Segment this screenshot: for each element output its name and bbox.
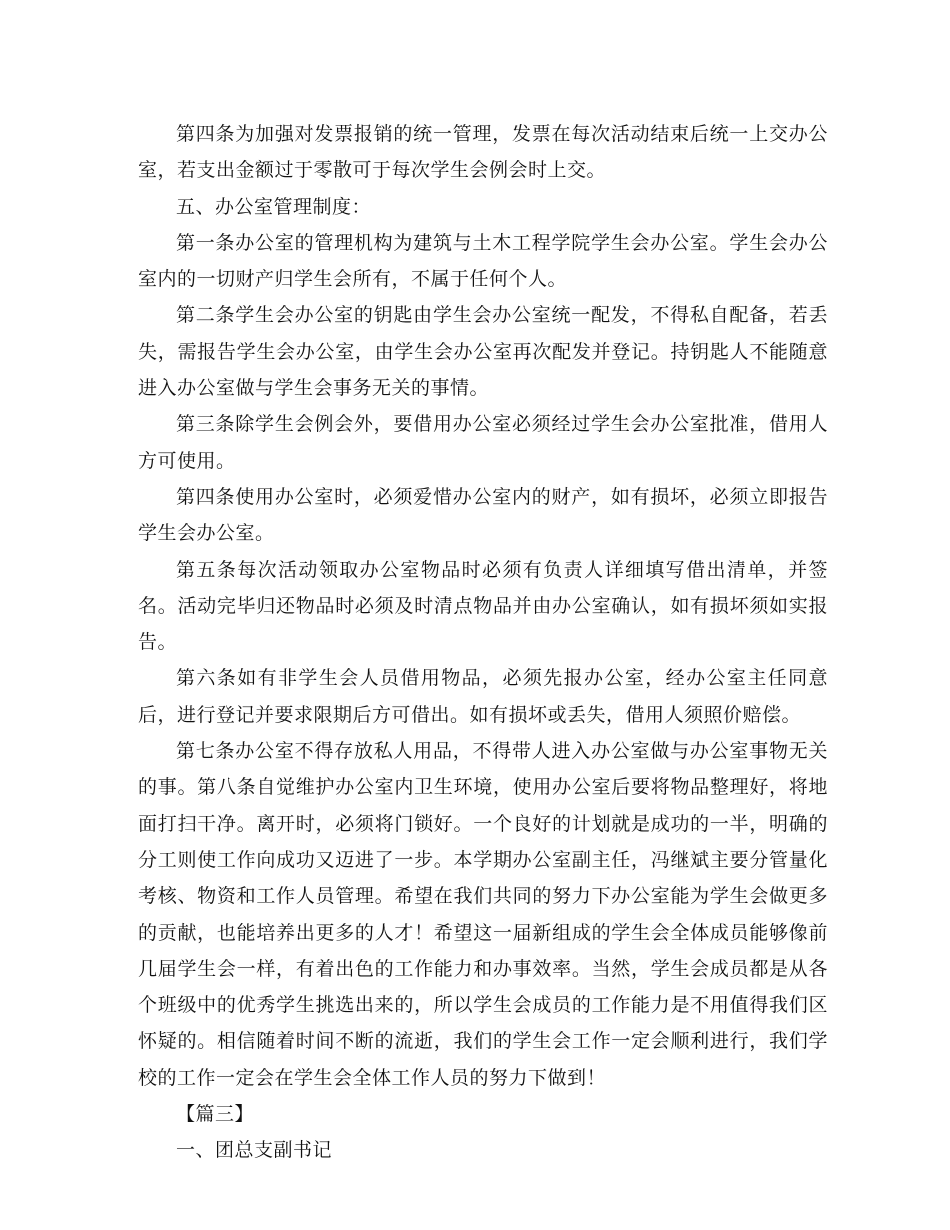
document-page [138,116,828,1169]
article-1-paragraph: 第一条办公室的管理机构为建筑与土木工程学院学生会办公室。学生会办公室内的一切财产归学生会所有，不属于任何个人。 [138,231,828,291]
article-3-paragraph: 第三条除学生会例会外，要借用办公室必须经过学生会办公室批准，借用人方可使用。 [138,413,828,472]
article-6-paragraph: 第六条如有非学生会人员借用物品，必须先报办公室，经办公室主任同意后，进行登记并要求限期后方可借出。如有损坏或丢失，借用人须照价赔偿。 [138,667,828,726]
article-4-paragraph: 第四条使用办公室时，必须爱惜办公室内的财产，如有损坏，必须立即报告学生会办公室。 [138,485,828,545]
article-2-paragraph: 第二条学生会办公室的钥匙由学生会办公室统一配发，不得私自配备，若丢失，需报告学生会办公室，由学生会办公室再次配发并登记。持钥匙人不能随意进入办公室做与学生会事务无关的事情。 [138,304,828,400]
subheading: 一、团总支副书记 [176,1139,333,1162]
article-4-invoice-paragraph: 第四条为加强对发票报销的统一管理，发票在每次活动结束后统一上交办公室，若支出金额过于零散可于每次学生会例会时上交。 [138,123,828,182]
article-7-8-paragraph: 第七条办公室不得存放私人用品，不得带人进入办公室做与办公室事物无关的事。第八条自觉维护办公室内卫生环境，使用办公室后要将物品整理好，将地面打扫干净。离开时，必须将门锁好。一个良好的计划就是成功的一半，明确的分工则使工作向成功又迈进了一步。本学期办公室副主任，冯继斌主要分管量化考核、物资和工作人员管理。希望在我们共同的努力下办公室能为学生会做更多的贡献，也能培养出更多的人才！希望这一届新组成的学生会全体成员能够像前几届学生会一样，有着出色的工作能力和办事效率。当然，学生会成员都是从各个班级中的优秀学生挑选出来的，所以学生会成员的工作能力是不用值得我们区怀疑的。相信随着时间不断的流逝，我们的学生会工作一定会顺利进行，我们学校的工作一定会在学生会全体工作人员的努力下做到！ [138,740,828,1089]
office-rules-heading: 五、办公室管理制度： [176,195,372,218]
section-marker: 【篇三】 [176,1103,255,1126]
article-5-paragraph: 第五条每次活动领取办公室物品时必须有负责人详细填写借出清单，并签名。活动完毕归还物品时必须及时清点物品并由办公室确认，如有损坏须如实报告。 [138,558,828,654]
